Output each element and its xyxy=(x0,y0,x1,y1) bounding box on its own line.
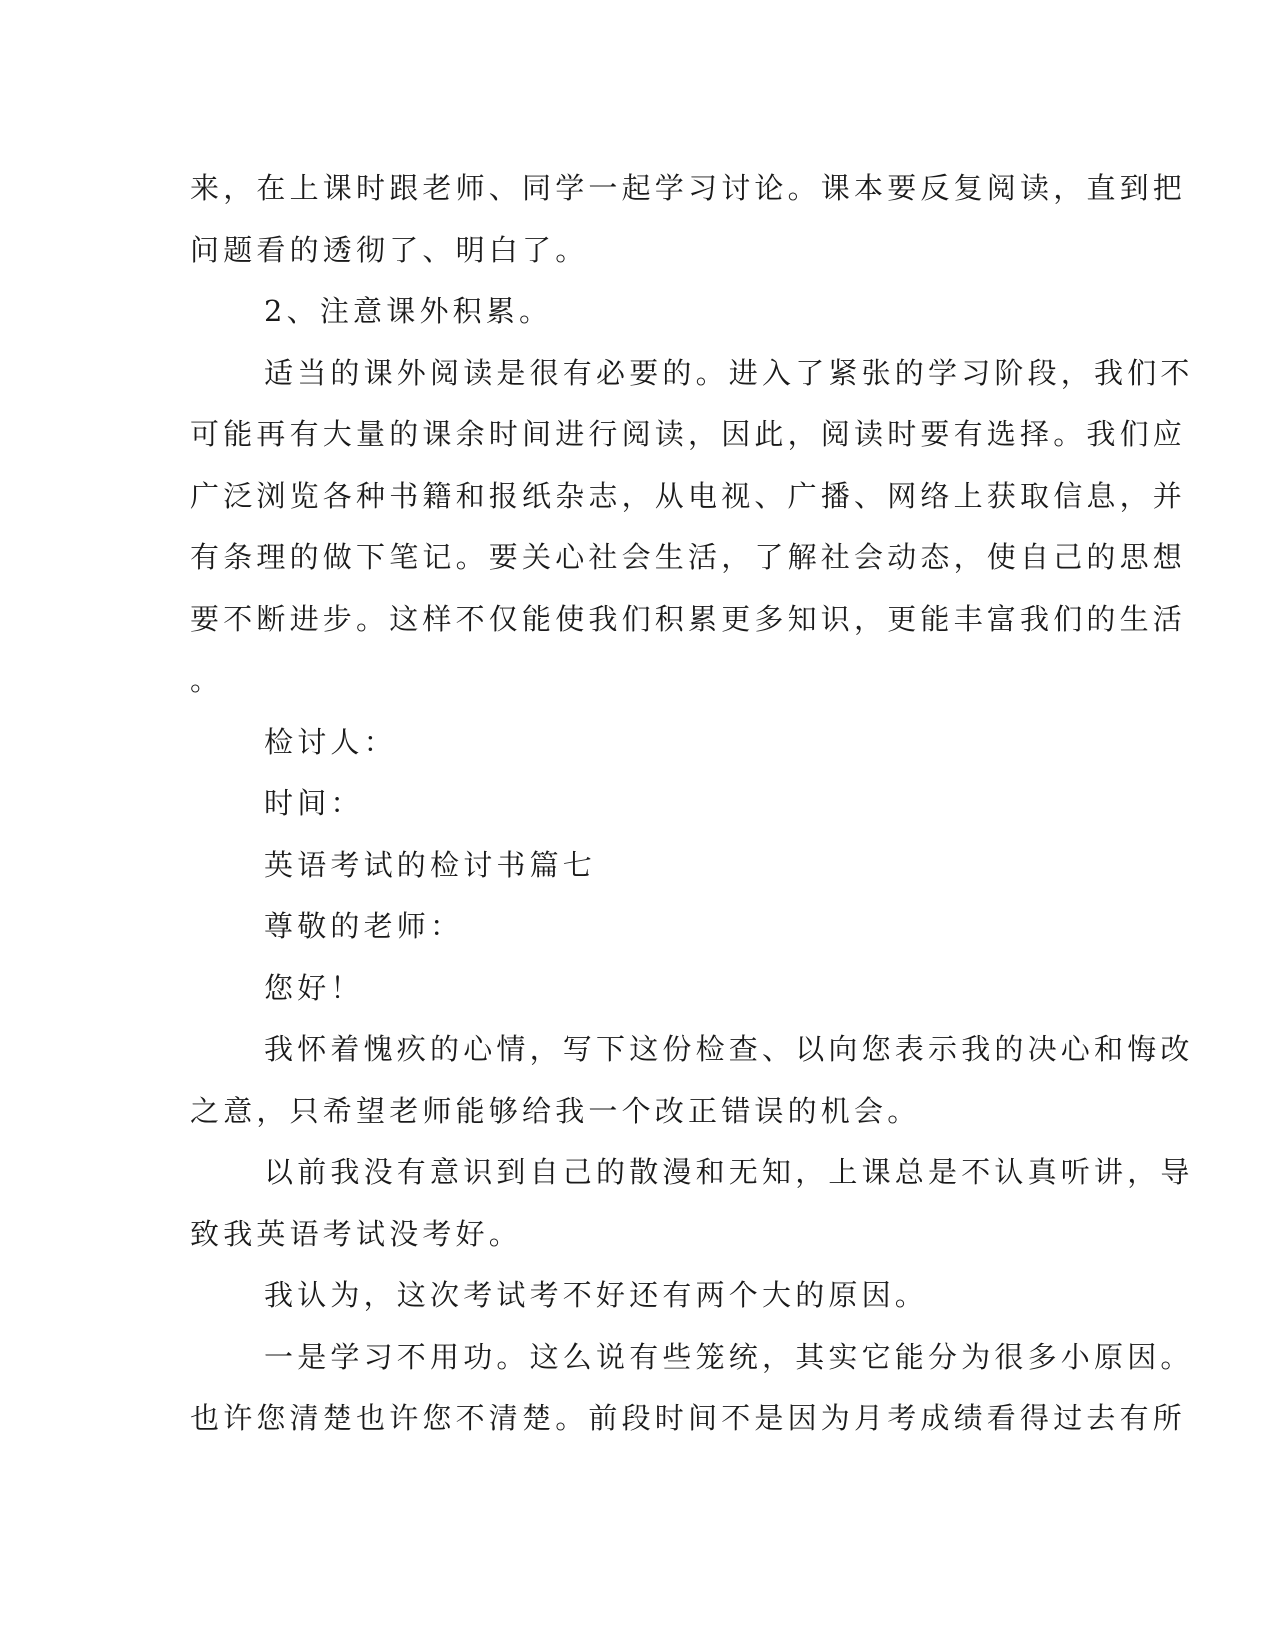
text-line: 我认为，这次考试考不好还有两个大的原因。 xyxy=(264,1278,929,1312)
text-line: 之意，只希望老师能够给我一个改正错误的机会。 xyxy=(190,1093,921,1128)
text-line: 一是学习不用功。这么说有些笼统，其实它能分为很多小原因。 xyxy=(264,1339,1194,1374)
text-line: 有条理的做下笔记。要关心社会生活，了解社会动态，使自己的思想 xyxy=(190,540,1187,574)
salutation: 尊敬的老师： xyxy=(264,909,464,943)
section-heading: 2、注意课外积累。 xyxy=(264,294,553,328)
text-line: 也许您清楚也许您不清楚。前段时间不是因为月考成绩看得过去有所 xyxy=(190,1401,1187,1435)
article-title: 英语考试的检讨书篇七 xyxy=(264,847,597,882)
text-line: 要不断进步。这样不仅能使我们积累更多知识，更能丰富我们的生活 xyxy=(190,601,1187,636)
signature-label: 检讨人： xyxy=(264,724,397,759)
text-line: 我怀着愧疚的心情，写下这份检查、以向您表示我的决心和悔改 xyxy=(264,1032,1194,1066)
text-line: 来，在上课时跟老师、同学一起学习讨论。课本要反复阅读，直到把 xyxy=(190,171,1187,205)
date-label: 时间： xyxy=(264,786,364,820)
text-line: 以前我没有意识到自己的散漫和无知，上课总是不认真听讲，导 xyxy=(264,1155,1194,1189)
text-line: 广泛浏览各种书籍和报纸杂志，从电视、广播、网络上获取信息，并 xyxy=(190,478,1187,513)
text-line: 。 xyxy=(190,663,224,697)
document-body xyxy=(190,158,1194,1450)
text-line: 可能再有大量的课余时间进行阅读，因此，阅读时要有选择。我们应 xyxy=(190,417,1187,451)
text-line: 问题看的透彻了、明白了。 xyxy=(190,232,589,267)
text-line: 适当的课外阅读是很有必要的。进入了紧张的学习阶段，我们不 xyxy=(264,355,1194,390)
greeting: 您好！ xyxy=(264,970,364,1005)
text-line: 致我英语考试没考好。 xyxy=(190,1216,523,1251)
